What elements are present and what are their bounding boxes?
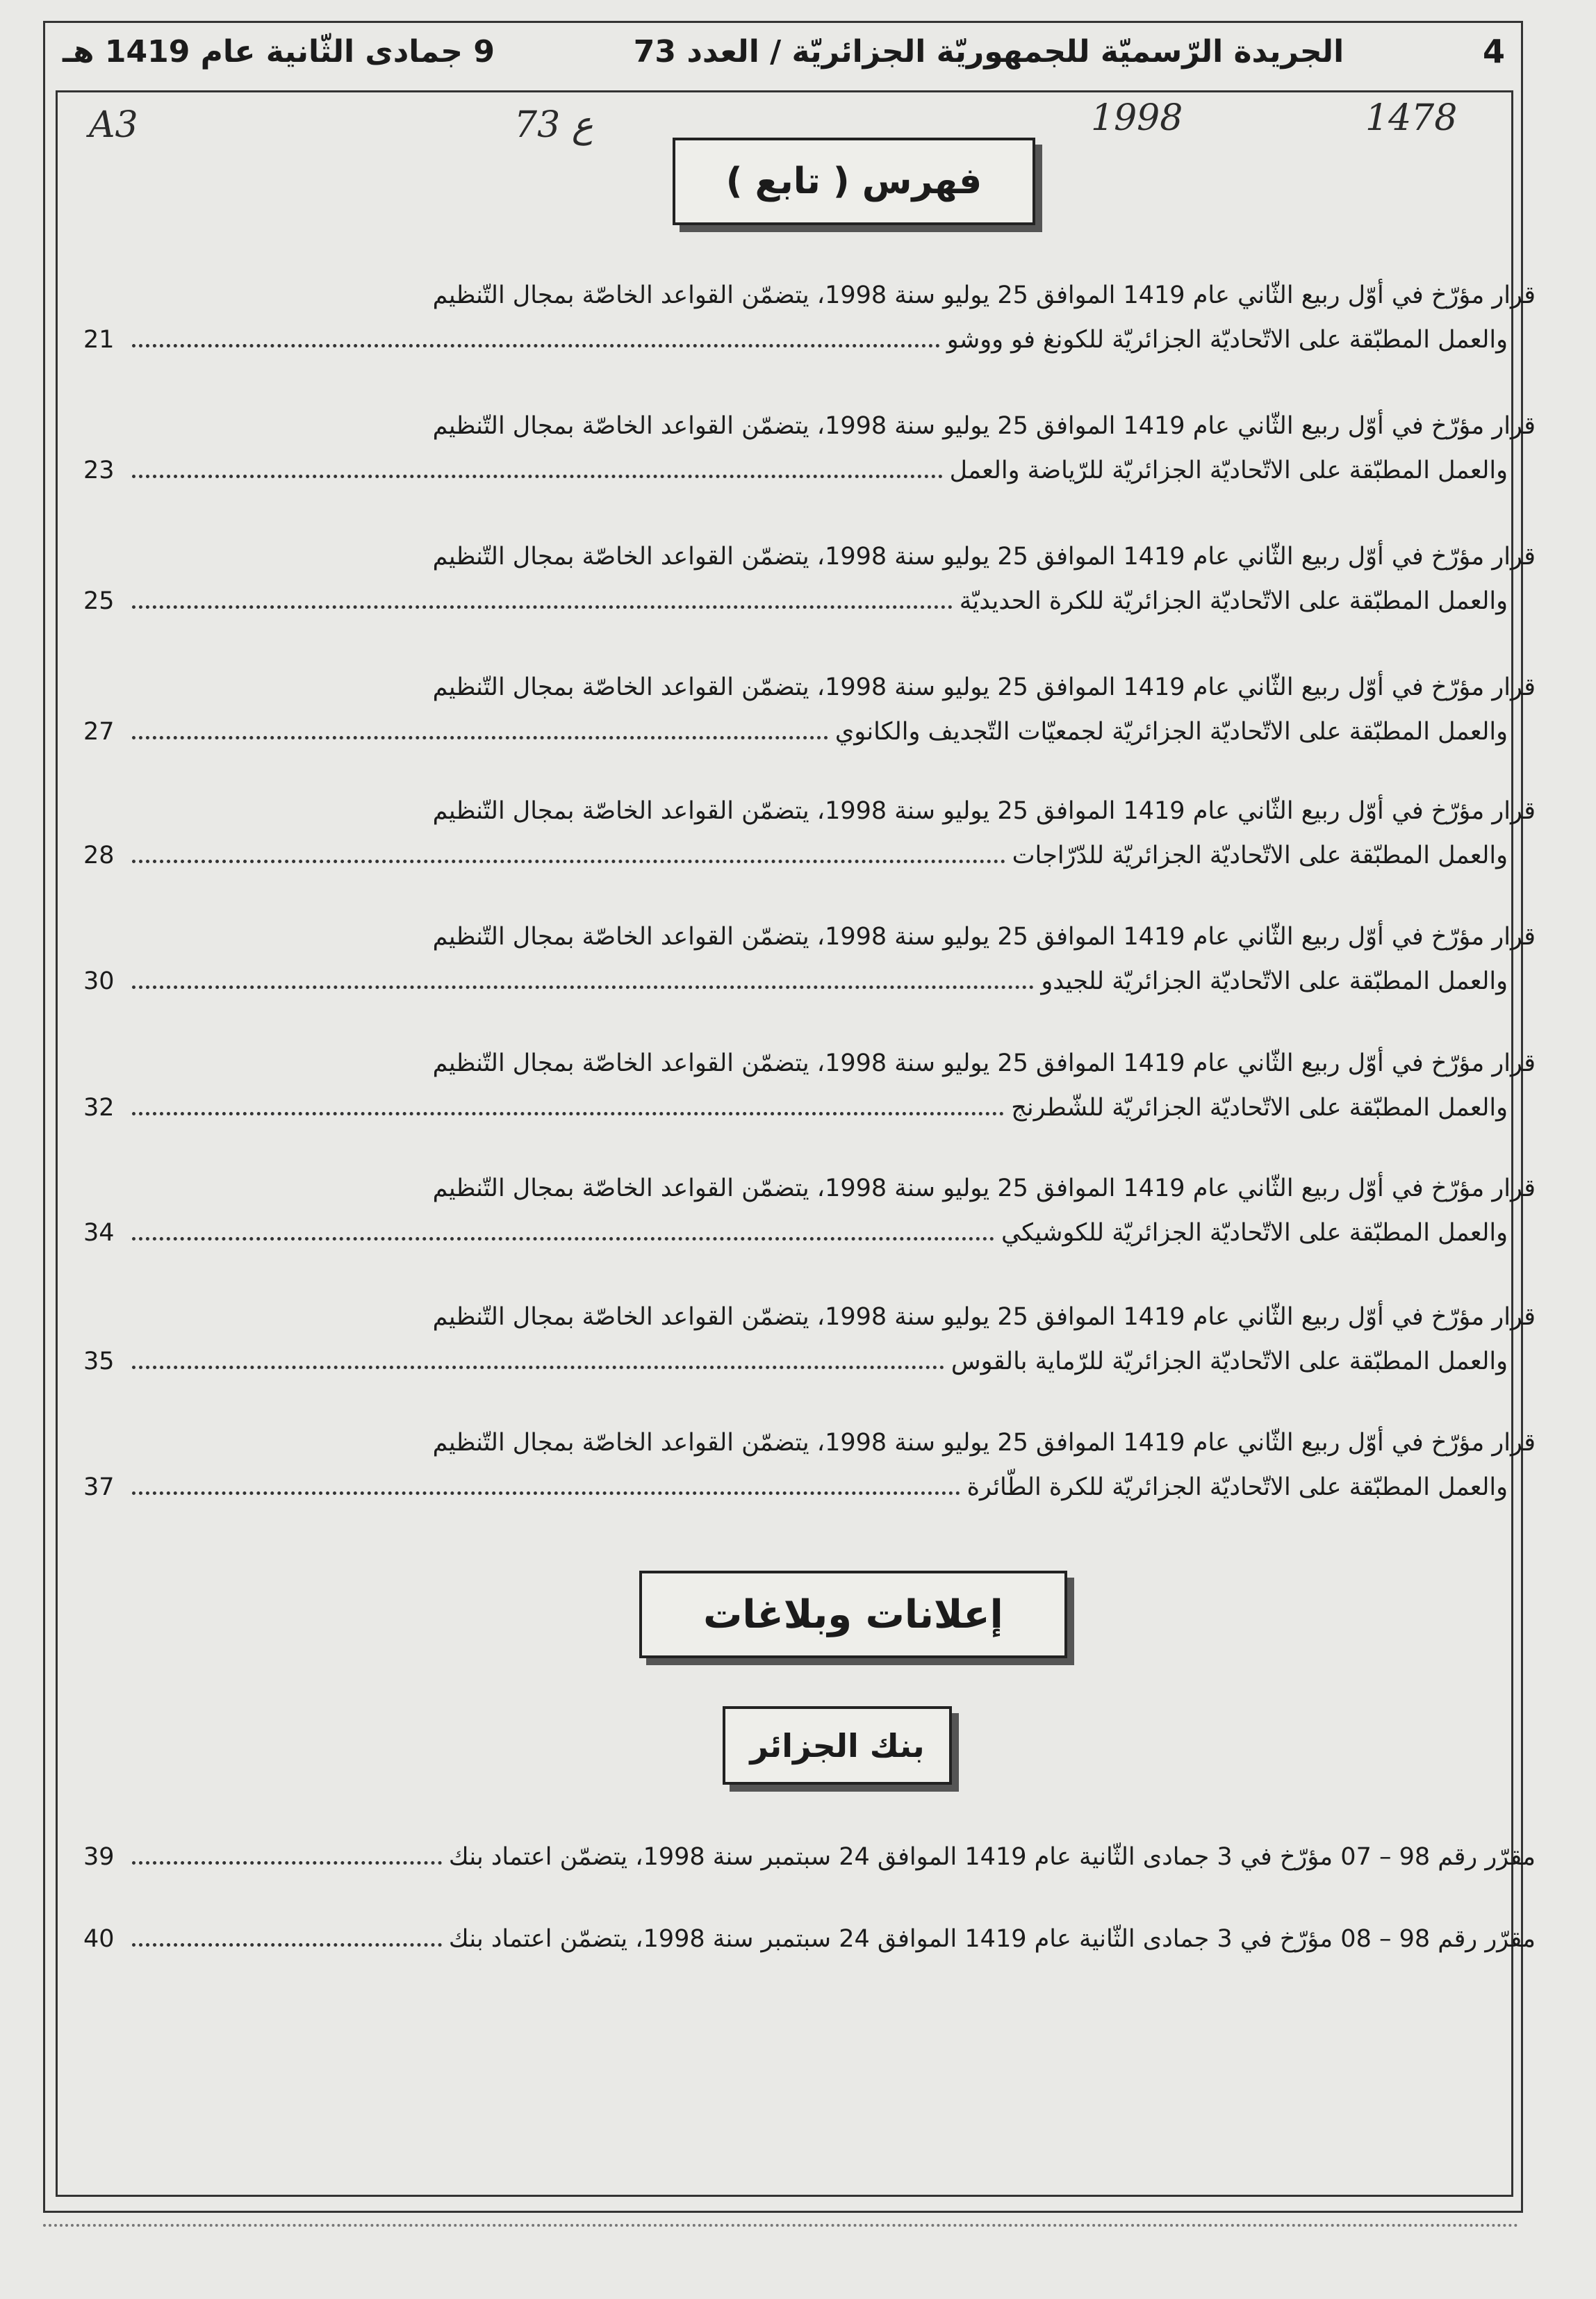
dot-leader: [132, 832, 1005, 863]
toc-entry-page: 27: [83, 718, 115, 746]
announcements-title-box: [639, 1571, 1067, 1658]
dot-leader: [132, 708, 828, 739]
dot-leader: [132, 1084, 1004, 1115]
handwritten-note-number: 1478: [1365, 97, 1458, 139]
toc-entry-description: والعمل المطبّقة على الاتّحاديّة الجزائريّة للكرة الطّائرة: [966, 1473, 1508, 1501]
toc-entry: [83, 1422, 1536, 1508]
toc-entry-description: والعمل المطبّقة على الاتّحاديّة الجزائريّة للكرة الحديديّة: [959, 587, 1508, 615]
toc-entry-page: 28: [83, 842, 115, 869]
dot-leader: [132, 447, 943, 478]
toc-entry-heading: قرار مؤرّخ في أوّل ربيع الثّاني عام 1419 الموافق 25 يوليو سنة 1998، يتضمّن القواعد الخاصّة بمجال التّنظيم: [432, 923, 1536, 951]
toc-entry: [83, 536, 1536, 622]
dot-leader: [132, 578, 953, 609]
index-title: فهرس ( تابع ): [725, 161, 982, 202]
toc-entry-description: والعمل المطبّقة على الاتّحاديّة الجزائريّة للكوشيكي: [1001, 1219, 1508, 1247]
decision-page: 39: [83, 1843, 115, 1871]
toc-entry: [83, 1168, 1536, 1254]
toc-entry: [83, 1296, 1536, 1382]
toc-entry-page: 35: [83, 1348, 115, 1375]
index-title-box: [673, 138, 1035, 225]
decision-text: مقرّر رقم 98 – 07 مؤرّخ في 3 جمادى الثّانية عام 1419 الموافق 24 سبتمبر سنة 1998، يتضمّن اعتماد بنك: [448, 1843, 1536, 1871]
dot-leader: [132, 316, 940, 347]
toc-entry-heading: قرار مؤرّخ في أوّل ربيع الثّاني عام 1419 الموافق 25 يوليو سنة 1998، يتضمّن القواعد الخاصّة بمجال التّنظيم: [432, 673, 1536, 701]
toc-entry-heading: قرار مؤرّخ في أوّل ربيع الثّاني عام 1419 الموافق 25 يوليو سنة 1998، يتضمّن القواعد الخاصّة بمجال التّنظيم: [432, 543, 1536, 571]
toc-entry-description: والعمل المطبّقة على الاتّحاديّة الجزائريّة للرّياضة والعمل: [949, 457, 1508, 484]
toc-entry-heading: قرار مؤرّخ في أوّل ربيع الثّاني عام 1419 الموافق 25 يوليو سنة 1998، يتضمّن القواعد الخاصّة بمجال التّنظيم: [432, 797, 1536, 825]
bank-title: بنك الجزائر: [750, 1726, 925, 1765]
dot-leader: [132, 1835, 442, 1865]
toc-entry-heading: قرار مؤرّخ في أوّل ربيع الثّاني عام 1419 الموافق 25 يوليو سنة 1998، يتضمّن القواعد الخاصّة بمجال التّنظيم: [432, 1049, 1536, 1077]
announcements-title: إعلانات وبلاغات: [703, 1592, 1003, 1637]
decision-entry: [83, 1835, 1536, 1871]
decision-entry: [83, 1917, 1536, 1953]
toc-entry-description: والعمل المطبّقة على الاتّحاديّة الجزائريّة لجمعيّات التّجديف والكانوي: [834, 718, 1508, 746]
toc-entry-heading: قرار مؤرّخ في أوّل ربيع الثّاني عام 1419 الموافق 25 يوليو سنة 1998، يتضمّن القواعد الخاصّة بمجال التّنظيم: [432, 1429, 1536, 1457]
issue-date: 9 جمادى الثّانية عام 1419 هـ: [63, 33, 495, 69]
bank-title-box: [723, 1706, 952, 1785]
dot-leader: [132, 1917, 442, 1947]
dot-leader: [132, 1338, 944, 1369]
toc-entry-page: 25: [83, 587, 115, 615]
decision-page: 40: [83, 1925, 115, 1953]
handwritten-note-year: 1998: [1091, 97, 1183, 139]
toc-entry-description: والعمل المطبّقة على الاتّحاديّة الجزائريّة للرّماية بالقوس: [951, 1348, 1508, 1375]
toc-entry: [83, 790, 1536, 876]
page-header: [56, 17, 1509, 86]
toc-entry: [83, 666, 1536, 753]
toc-entry-page: 32: [83, 1094, 115, 1122]
journal-title: الجريدة الرّسميّة للجمهوريّة الجزائريّة / العدد 73: [633, 33, 1344, 69]
handwritten-note-a3: A3: [89, 104, 138, 146]
bottom-dotted-rule: [43, 2224, 1519, 2227]
handwritten-note-73: 73 ع: [514, 104, 593, 146]
decision-text: مقرّر رقم 98 – 08 مؤرّخ في 3 جمادى الثّانية عام 1419 الموافق 24 سبتمبر سنة 1998، يتضمّن اعتماد بنك: [448, 1925, 1536, 1953]
toc-entry-heading: قرار مؤرّخ في أوّل ربيع الثّاني عام 1419 الموافق 25 يوليو سنة 1998، يتضمّن القواعد الخاصّة بمجال التّنظيم: [432, 412, 1536, 440]
dot-leader: [132, 958, 1034, 989]
toc-entry: [83, 275, 1536, 361]
toc-entry-heading: قرار مؤرّخ في أوّل ربيع الثّاني عام 1419 الموافق 25 يوليو سنة 1998، يتضمّن القواعد الخاصّة بمجال التّنظيم: [432, 281, 1536, 309]
page-number: 4: [1482, 33, 1505, 70]
dot-leader: [132, 1464, 960, 1495]
toc-entry: [83, 1042, 1536, 1129]
toc-entry-page: 23: [83, 457, 115, 484]
toc-entry-description: والعمل المطبّقة على الاتّحاديّة الجزائريّة للشّطرنج: [1011, 1094, 1508, 1122]
toc-entry-heading: قرار مؤرّخ في أوّل ربيع الثّاني عام 1419 الموافق 25 يوليو سنة 1998، يتضمّن القواعد الخاصّة بمجال التّنظيم: [432, 1303, 1536, 1331]
dot-leader: [132, 1209, 994, 1241]
toc-entry-description: والعمل المطبّقة على الاتّحاديّة الجزائريّة للدّرّاجات: [1012, 842, 1508, 869]
toc-entry-page: 30: [83, 967, 115, 995]
toc-entry-description: والعمل المطبّقة على الاتّحاديّة الجزائريّة للجيدو: [1041, 967, 1508, 995]
toc-entry-page: 34: [83, 1219, 115, 1247]
toc-entry: [83, 405, 1536, 491]
toc-entry-description: والعمل المطبّقة على الاتّحاديّة الجزائريّة للكونغ فو ووشو: [946, 326, 1508, 354]
toc-entry: [83, 916, 1536, 1002]
toc-entry-page: 21: [83, 326, 115, 354]
toc-entry-heading: قرار مؤرّخ في أوّل ربيع الثّاني عام 1419 الموافق 25 يوليو سنة 1998، يتضمّن القواعد الخاصّة بمجال التّنظيم: [432, 1175, 1536, 1202]
toc-entry-page: 37: [83, 1473, 115, 1501]
